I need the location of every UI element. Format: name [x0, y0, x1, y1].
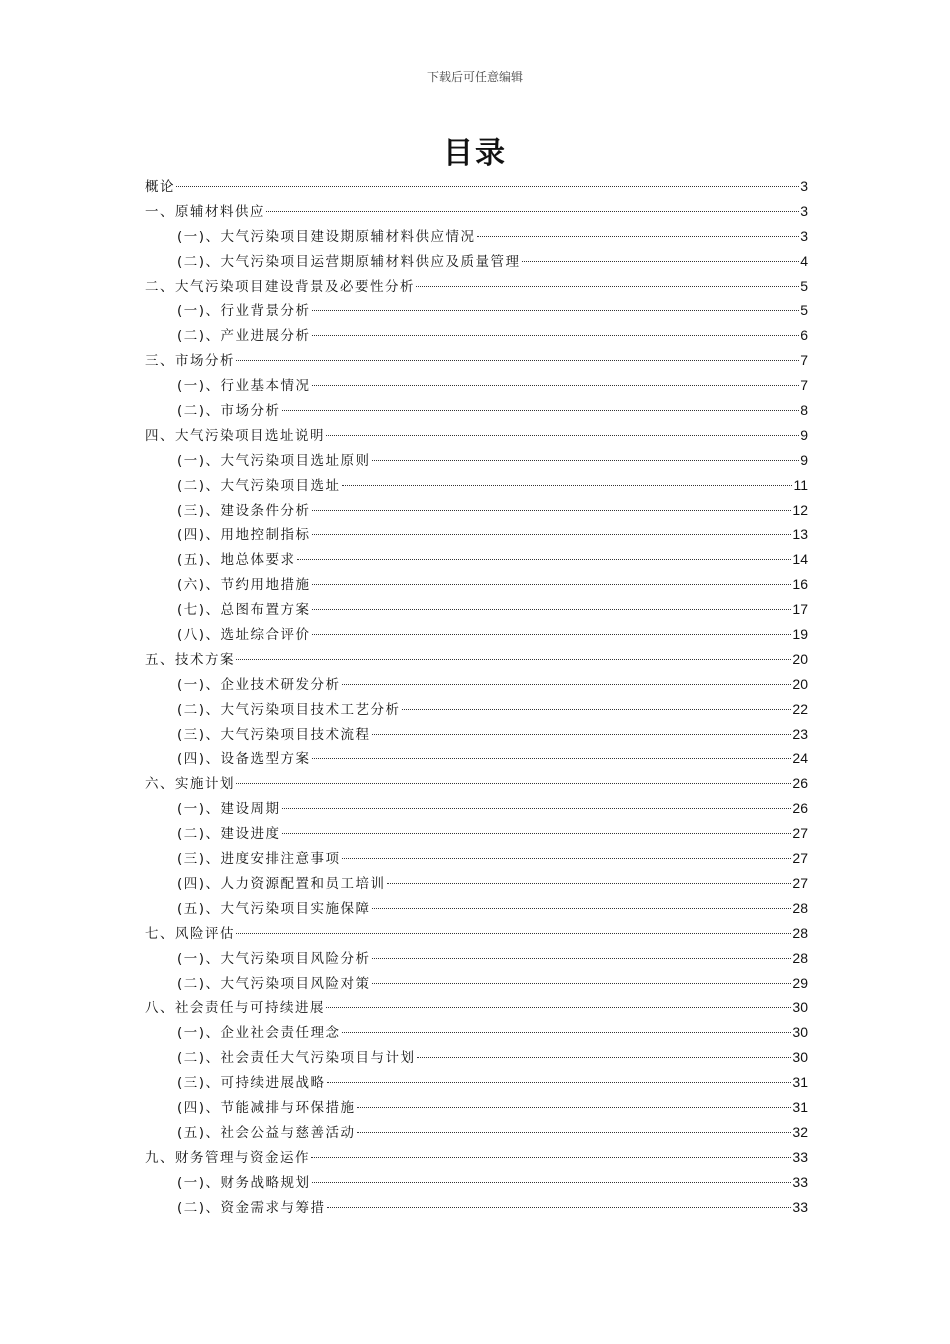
toc-subentry[interactable] — [145, 1170, 808, 1195]
toc-entry-title: (二)、产业进展分析 — [177, 328, 311, 345]
toc-page-number: 5 — [800, 302, 808, 319]
toc-page-number: 3 — [800, 178, 808, 194]
toc-entry[interactable] — [145, 647, 808, 672]
toc-page-number: 7 — [800, 377, 808, 394]
toc-page-number: 14 — [792, 551, 808, 568]
toc-entry[interactable] — [145, 771, 808, 796]
toc-entry-title: 七、风险评估 — [145, 925, 235, 942]
toc-page-number: 33 — [792, 1198, 808, 1215]
toc-page-number: 20 — [792, 675, 808, 692]
toc-entry-title: (一)、大气污染项目风险分析 — [177, 950, 371, 967]
toc-dot-leader — [282, 808, 792, 809]
toc-dot-leader — [326, 1007, 791, 1008]
toc-entry-title: (二)、大气污染项目选址 — [177, 477, 341, 494]
toc-page-number: 28 — [792, 899, 808, 916]
toc-entry-title: (二)、大气污染项目技术工艺分析 — [177, 701, 401, 718]
table-of-contents — [145, 174, 808, 1219]
toc-page-number: 7 — [800, 352, 808, 369]
toc-dot-leader — [357, 1107, 792, 1108]
toc-page-number: 17 — [792, 601, 808, 618]
toc-subentry[interactable] — [145, 249, 808, 274]
toc-subentry[interactable] — [145, 1195, 808, 1220]
toc-dot-leader — [282, 410, 800, 411]
toc-dot-leader — [416, 286, 799, 287]
toc-dot-leader — [372, 908, 792, 909]
toc-subentry[interactable] — [145, 971, 808, 996]
page-title: 目录 — [443, 136, 507, 171]
toc-page-number: 32 — [792, 1123, 808, 1140]
toc-page-number: 20 — [792, 650, 808, 667]
toc-subentry[interactable] — [145, 448, 808, 473]
toc-page-number: 3 — [800, 227, 808, 244]
toc-dot-leader — [312, 1182, 792, 1183]
toc-dot-leader — [372, 983, 792, 984]
toc-page-number: 28 — [792, 924, 808, 941]
toc-entry[interactable] — [145, 199, 808, 224]
toc-dot-leader — [372, 734, 792, 735]
toc-entry[interactable] — [145, 995, 808, 1020]
toc-page-number: 29 — [792, 974, 808, 991]
toc-subentry[interactable] — [145, 871, 808, 896]
toc-dot-leader — [236, 783, 791, 784]
toc-dot-leader — [327, 1207, 792, 1208]
toc-entry-title: 八、社会责任与可持续进展 — [145, 1000, 325, 1017]
toc-dot-leader — [342, 858, 792, 859]
toc-entry-title: 一、原辅材料供应 — [145, 203, 265, 220]
toc-entry-title: (二)、大气污染项目风险对策 — [177, 975, 371, 992]
toc-dot-leader — [236, 933, 791, 934]
toc-entry-title: (一)、建设周期 — [177, 801, 281, 818]
toc-page-number: 26 — [792, 800, 808, 817]
toc-entry-title: (八)、选址综合评价 — [177, 627, 311, 644]
toc-dot-leader — [477, 236, 800, 237]
toc-entry-title: (四)、人力资源配置和员工培训 — [177, 875, 386, 892]
toc-page-number: 16 — [792, 576, 808, 593]
toc-entry-title: (三)、可持续进展战略 — [177, 1075, 326, 1092]
toc-entry-title: (一)、行业背景分析 — [177, 303, 311, 320]
toc-subentry[interactable] — [145, 1095, 808, 1120]
toc-page-number: 30 — [792, 1049, 808, 1066]
toc-page-number: 4 — [800, 252, 808, 269]
toc-page-number: 22 — [792, 700, 808, 717]
page-header-note: 下载后可任意编辑 — [426, 70, 523, 84]
toc-subentry[interactable] — [145, 224, 808, 249]
toc-subentry[interactable] — [145, 323, 808, 348]
toc-entry-title: (一)、大气污染项目建设期原辅材料供应情况 — [177, 228, 476, 245]
toc-dot-leader — [236, 360, 799, 361]
toc-dot-leader — [327, 1082, 792, 1083]
toc-entry-title: (四)、设备选型方案 — [177, 751, 311, 768]
toc-entry[interactable] — [145, 174, 808, 199]
toc-entry-title: (七)、总图布置方案 — [177, 602, 311, 619]
toc-subentry[interactable] — [145, 722, 808, 747]
toc-entry[interactable] — [145, 274, 808, 299]
toc-subentry[interactable] — [145, 373, 808, 398]
toc-page-number: 12 — [792, 501, 808, 518]
toc-dot-leader — [387, 883, 792, 884]
toc-entry-title: (二)、社会责任大气污染项目与计划 — [177, 1050, 416, 1067]
toc-entry-title: (四)、用地控制指标 — [177, 527, 311, 544]
toc-subentry[interactable] — [145, 572, 808, 597]
toc-page-number: 8 — [800, 402, 808, 419]
toc-entry-title: (三)、进度安排注意事项 — [177, 851, 341, 868]
toc-page-number: 11 — [793, 476, 808, 493]
toc-subentry[interactable] — [145, 796, 808, 821]
toc-subentry[interactable] — [145, 498, 808, 523]
toc-dot-leader — [312, 510, 792, 511]
toc-subentry[interactable] — [145, 946, 808, 971]
toc-dot-leader — [312, 385, 800, 386]
toc-page-number: 9 — [800, 451, 808, 468]
toc-dot-leader — [342, 684, 792, 685]
toc-dot-leader — [311, 1157, 791, 1158]
toc-entry-title: (二)、资金需求与筹措 — [177, 1199, 326, 1216]
toc-entry-title: (二)、建设进度 — [177, 826, 281, 843]
toc-entry-title: (六)、节约用地措施 — [177, 577, 311, 594]
toc-subentry[interactable] — [145, 622, 808, 647]
toc-entry-title: (五)、社会公益与慈善活动 — [177, 1124, 356, 1141]
toc-page-number: 27 — [792, 850, 808, 867]
toc-entry-title: (一)、行业基本情况 — [177, 378, 311, 395]
toc-page-number: 23 — [792, 725, 808, 742]
toc-page-number: 3 — [800, 202, 808, 219]
toc-entry-title: (五)、地总体要求 — [177, 552, 296, 569]
toc-subentry[interactable] — [145, 398, 808, 423]
toc-entry[interactable] — [145, 423, 808, 448]
toc-entry[interactable] — [145, 921, 808, 946]
toc-subentry[interactable] — [145, 1045, 808, 1070]
toc-dot-leader — [282, 833, 792, 834]
toc-entry-title: 九、财务管理与资金运作 — [145, 1149, 310, 1166]
toc-entry-title: (二)、市场分析 — [177, 403, 281, 420]
toc-page-number: 30 — [792, 999, 808, 1016]
toc-page-number: 31 — [792, 1074, 808, 1091]
toc-subentry[interactable] — [145, 746, 808, 771]
toc-entry-title: (一)、企业技术研发分析 — [177, 676, 341, 693]
toc-dot-leader — [312, 310, 800, 311]
toc-page-number: 5 — [800, 277, 808, 294]
toc-dot-leader — [402, 709, 792, 710]
toc-dot-leader — [236, 659, 791, 660]
toc-page-number: 24 — [792, 750, 808, 767]
toc-dot-leader — [312, 584, 792, 585]
toc-subentry[interactable] — [145, 547, 808, 572]
toc-entry-title: 五、技术方案 — [145, 651, 235, 668]
toc-page-number: 30 — [792, 1024, 808, 1041]
toc-entry[interactable] — [145, 348, 808, 373]
toc-dot-leader — [372, 958, 792, 959]
toc-entry-title: 概论 — [145, 179, 175, 195]
toc-page-number: 27 — [792, 825, 808, 842]
toc-dot-leader — [372, 460, 800, 461]
toc-page-number: 13 — [792, 526, 808, 543]
toc-entry-title: 三、市场分析 — [145, 353, 235, 370]
toc-dot-leader — [342, 485, 793, 486]
toc-entry-title: (五)、大气污染项目实施保障 — [177, 900, 371, 917]
toc-entry-title: (二)、大气污染项目运营期原辅材料供应及质量管理 — [177, 253, 521, 270]
toc-dot-leader — [357, 1132, 792, 1133]
toc-page-number: 33 — [792, 1173, 808, 1190]
toc-subentry[interactable] — [145, 697, 808, 722]
toc-subentry[interactable] — [145, 597, 808, 622]
toc-dot-leader — [312, 634, 792, 635]
toc-dot-leader — [312, 534, 792, 535]
toc-page-number: 19 — [792, 626, 808, 643]
toc-subentry[interactable] — [145, 821, 808, 846]
toc-entry[interactable] — [145, 1145, 808, 1170]
toc-subentry[interactable] — [145, 896, 808, 921]
toc-dot-leader — [312, 335, 800, 336]
toc-subentry[interactable] — [145, 1070, 808, 1095]
toc-subentry[interactable] — [145, 473, 808, 498]
toc-page-number: 28 — [792, 949, 808, 966]
toc-dot-leader — [312, 758, 792, 759]
toc-subentry[interactable] — [145, 1120, 808, 1145]
toc-subentry[interactable] — [145, 672, 808, 697]
toc-subentry[interactable] — [145, 298, 808, 323]
toc-dot-leader — [176, 186, 799, 187]
toc-dot-leader — [266, 211, 799, 212]
toc-page-number: 31 — [792, 1098, 808, 1115]
toc-entry-title: (一)、财务战略规划 — [177, 1174, 311, 1191]
toc-subentry[interactable] — [145, 522, 808, 547]
toc-entry-title: (三)、建设条件分析 — [177, 502, 311, 519]
toc-entry-title: (一)、大气污染项目选址原则 — [177, 452, 371, 469]
toc-dot-leader — [522, 261, 800, 262]
toc-page-number: 27 — [792, 874, 808, 891]
toc-dot-leader — [326, 435, 799, 436]
toc-entry-title: (三)、大气污染项目技术流程 — [177, 726, 371, 743]
toc-entry-title: (一)、企业社会责任理念 — [177, 1025, 341, 1042]
toc-subentry[interactable] — [145, 1020, 808, 1045]
toc-page-number: 33 — [792, 1148, 808, 1165]
toc-page-number: 6 — [800, 327, 808, 344]
toc-page-number: 26 — [792, 775, 808, 792]
toc-dot-leader — [297, 559, 792, 560]
toc-dot-leader — [417, 1057, 792, 1058]
toc-page-number: 9 — [800, 426, 808, 443]
toc-entry-title: 六、实施计划 — [145, 776, 235, 793]
toc-subentry[interactable] — [145, 846, 808, 871]
toc-entry-title: 二、大气污染项目建设背景及必要性分析 — [145, 278, 415, 295]
toc-entry-title: (四)、节能减排与环保措施 — [177, 1099, 356, 1116]
toc-dot-leader — [312, 609, 792, 610]
toc-dot-leader — [342, 1032, 792, 1033]
toc-entry-title: 四、大气污染项目选址说明 — [145, 427, 325, 444]
